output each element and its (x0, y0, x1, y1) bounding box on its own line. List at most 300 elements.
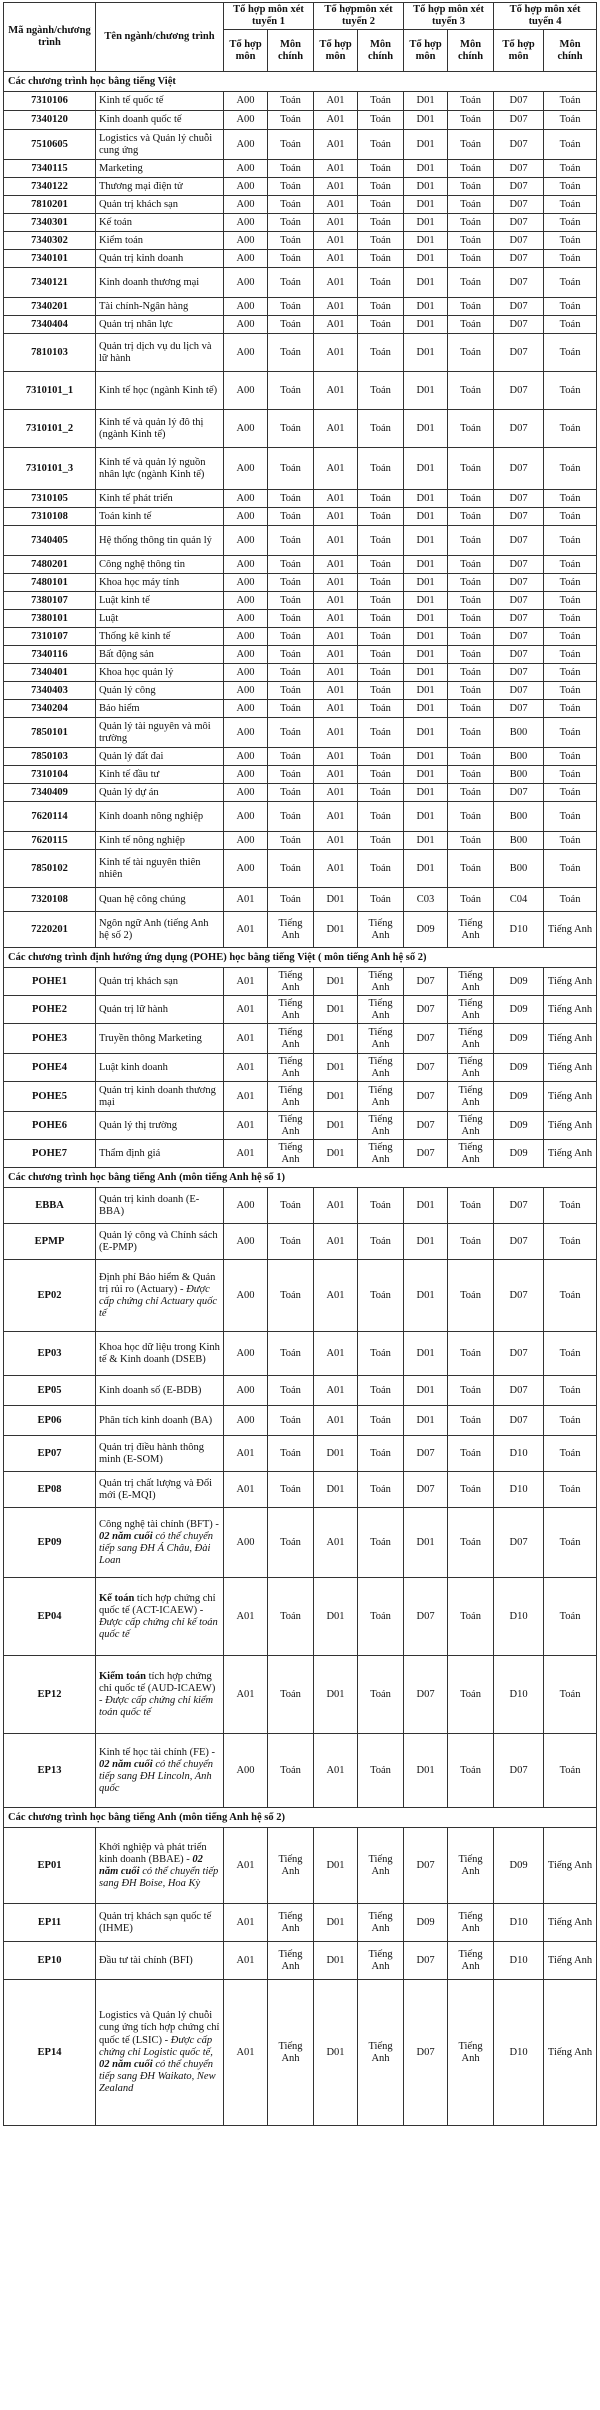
table-row (4, 1054, 597, 1082)
combo-code-4: B00 (494, 748, 544, 766)
program-code: 7340115 (4, 160, 96, 178)
combo-code-2: A01 (314, 250, 358, 268)
program-name (96, 298, 224, 316)
main-subject-2: Toán (358, 1406, 404, 1436)
program-code: 7510605 (4, 130, 96, 160)
program-code: 7310108 (4, 508, 96, 526)
program-code: EP10 (4, 1942, 96, 1980)
combo-code-3: D07 (404, 1436, 448, 1472)
main-subject-1: Toán (268, 888, 314, 912)
main-subject-1: Toán (268, 372, 314, 410)
program-code: 7810103 (4, 334, 96, 372)
combo-code-2: D01 (314, 968, 358, 996)
header-group-3: Tổ hợp môn xét tuyển 3 (404, 3, 494, 30)
main-subject-3: Toán (448, 1188, 494, 1224)
main-subject-4: Toán (544, 1188, 597, 1224)
main-subject-4: Toán (544, 410, 597, 448)
main-subject-3: Toán (448, 298, 494, 316)
combo-code-3: D01 (404, 526, 448, 556)
main-subject-1: Toán (268, 526, 314, 556)
main-subject-2: Toán (358, 802, 404, 832)
main-subject-3: Toán (448, 130, 494, 160)
program-code: EP07 (4, 1436, 96, 1472)
main-subject-3: Toán (448, 1656, 494, 1734)
main-subject-4: Tiếng Anh (544, 1024, 597, 1054)
table-row (4, 1024, 597, 1054)
program-name-part: Thương mại điện tử (99, 180, 183, 192)
combo-code-4: D09 (494, 1112, 544, 1140)
main-subject-4: Toán (544, 316, 597, 334)
combo-code-2: A01 (314, 268, 358, 298)
combo-code-2: A01 (314, 92, 358, 111)
main-subject-3: Toán (448, 160, 494, 178)
combo-code-3: D07 (404, 1828, 448, 1904)
combo-code-4: D07 (494, 508, 544, 526)
main-subject-1: Tiếng Anh (268, 968, 314, 996)
program-name-part: Kinh doanh thương mại (99, 276, 200, 288)
program-name (96, 1734, 224, 1808)
program-name-part: Quản lý thị trường (99, 1119, 178, 1131)
program-name-part: Kế toán (99, 216, 132, 228)
program-name-part: Khoa học dữ liệu trong Kinh tế & Kinh doanh (DSEB) (99, 1341, 220, 1365)
main-subject-1: Toán (268, 766, 314, 784)
combo-code-3: D01 (404, 92, 448, 111)
program-name (96, 556, 224, 574)
program-name (96, 610, 224, 628)
table-row (4, 160, 597, 178)
table-row (4, 298, 597, 316)
main-subject-4: Toán (544, 1436, 597, 1472)
main-subject-4: Toán (544, 610, 597, 628)
table-row (4, 1260, 597, 1332)
program-name-part: Luật kinh tế (99, 594, 150, 606)
table-row (4, 196, 597, 214)
section-title: Các chương trình học bằng tiếng Anh (môn tiếng Anh hệ số 2) (4, 1808, 597, 1828)
main-subject-2: Toán (358, 850, 404, 888)
program-name-part: Được cấp chứng chỉ kế toán quốc tế (99, 1616, 218, 1640)
combo-code-1: A01 (224, 1828, 268, 1904)
program-code: 7310106 (4, 92, 96, 111)
combo-code-1: A00 (224, 196, 268, 214)
main-subject-4: Toán (544, 1656, 597, 1734)
program-name (96, 508, 224, 526)
main-subject-3: Toán (448, 646, 494, 664)
combo-code-4: B00 (494, 832, 544, 850)
main-subject-2: Tiếng Anh (358, 1828, 404, 1904)
table-body (4, 72, 597, 2126)
combo-code-1: A00 (224, 574, 268, 592)
program-name (96, 1578, 224, 1656)
combo-code-3: D01 (404, 298, 448, 316)
program-name (96, 574, 224, 592)
program-name (96, 682, 224, 700)
combo-code-1: A00 (224, 111, 268, 130)
program-name (96, 448, 224, 490)
combo-code-2: A01 (314, 556, 358, 574)
header-main-1: Môn chính (268, 30, 314, 72)
combo-code-3: D01 (404, 410, 448, 448)
main-subject-3: Toán (448, 526, 494, 556)
program-code: EP12 (4, 1656, 96, 1734)
combo-code-1: A00 (224, 1734, 268, 1808)
combo-code-1: A00 (224, 410, 268, 448)
program-name (96, 1332, 224, 1376)
table-row (4, 1472, 597, 1508)
program-name (96, 700, 224, 718)
main-subject-3: Tiếng Anh (448, 1024, 494, 1054)
main-subject-4: Toán (544, 1578, 597, 1656)
combo-code-4: D07 (494, 1260, 544, 1332)
main-subject-3: Toán (448, 802, 494, 832)
combo-code-2: A01 (314, 850, 358, 888)
combo-code-3: D01 (404, 196, 448, 214)
program-name-part: tích hợp chứng chỉ quốc tế (AUD-ICAEW) - (99, 1670, 216, 1706)
program-name (96, 160, 224, 178)
combo-code-3: D07 (404, 1472, 448, 1508)
program-name-part: Quản lý đất đai (99, 750, 164, 762)
combo-code-4: D07 (494, 664, 544, 682)
main-subject-2: Toán (358, 1508, 404, 1578)
header-combo-3: Tổ hợp môn (404, 30, 448, 72)
main-subject-3: Toán (448, 664, 494, 682)
combo-code-3: D01 (404, 1734, 448, 1808)
program-code: 7310105 (4, 490, 96, 508)
combo-code-1: A00 (224, 130, 268, 160)
main-subject-4: Toán (544, 111, 597, 130)
program-name (96, 1980, 224, 2126)
main-subject-2: Toán (358, 214, 404, 232)
program-name-part: Công nghệ thông tin (99, 558, 186, 570)
table-row (4, 1082, 597, 1112)
combo-code-1: A00 (224, 718, 268, 748)
main-subject-2: Toán (358, 646, 404, 664)
main-subject-4: Toán (544, 700, 597, 718)
combo-code-1: A01 (224, 1942, 268, 1980)
combo-code-3: D01 (404, 664, 448, 682)
combo-code-1: A00 (224, 748, 268, 766)
combo-code-2: A01 (314, 748, 358, 766)
program-name (96, 1436, 224, 1472)
combo-code-4: D07 (494, 1508, 544, 1578)
main-subject-2: Toán (358, 372, 404, 410)
main-subject-3: Toán (448, 574, 494, 592)
combo-code-1: A00 (224, 784, 268, 802)
program-code: EBBA (4, 1188, 96, 1224)
combo-code-3: D07 (404, 968, 448, 996)
main-subject-1: Toán (268, 490, 314, 508)
program-code: 7340403 (4, 682, 96, 700)
program-code: 7310104 (4, 766, 96, 784)
main-subject-2: Toán (358, 334, 404, 372)
program-name (96, 1472, 224, 1508)
program-code: 7310101_1 (4, 372, 96, 410)
main-subject-1: Toán (268, 250, 314, 268)
combo-code-1: A00 (224, 1188, 268, 1224)
main-subject-4: Toán (544, 298, 597, 316)
program-name-part: Ngôn ngữ Anh (tiếng Anh hệ số 2) (99, 917, 209, 941)
main-subject-2: Toán (358, 748, 404, 766)
main-subject-2: Toán (358, 268, 404, 298)
program-code: 7340116 (4, 646, 96, 664)
main-subject-3: Toán (448, 250, 494, 268)
combo-code-4: D07 (494, 316, 544, 334)
combo-code-3: D01 (404, 700, 448, 718)
main-subject-1: Toán (268, 268, 314, 298)
main-subject-3: Toán (448, 490, 494, 508)
main-subject-3: Toán (448, 316, 494, 334)
combo-code-3: D01 (404, 784, 448, 802)
combo-code-4: D07 (494, 1406, 544, 1436)
combo-code-1: A01 (224, 1024, 268, 1054)
combo-code-2: D01 (314, 1828, 358, 1904)
main-subject-2: Tiếng Anh (358, 1054, 404, 1082)
combo-code-2: A01 (314, 832, 358, 850)
combo-code-4: D07 (494, 1332, 544, 1376)
combo-code-1: A00 (224, 250, 268, 268)
main-subject-1: Toán (268, 1224, 314, 1260)
program-name-part: Đầu tư tài chính (BFI) (99, 1954, 193, 1966)
table-row (4, 610, 597, 628)
program-name (96, 832, 224, 850)
main-subject-4: Tiếng Anh (544, 1082, 597, 1112)
main-subject-1: Toán (268, 610, 314, 628)
program-name (96, 1140, 224, 1168)
main-subject-4: Toán (544, 592, 597, 610)
main-subject-4: Toán (544, 1376, 597, 1406)
main-subject-2: Toán (358, 610, 404, 628)
combo-code-1: A00 (224, 802, 268, 832)
program-name (96, 214, 224, 232)
table-row (4, 1224, 597, 1260)
main-subject-1: Toán (268, 802, 314, 832)
header-group-2: Tổ hợpmôn xét tuyển 2 (314, 3, 404, 30)
program-code: 7310101_3 (4, 448, 96, 490)
program-name (96, 1904, 224, 1942)
table-row (4, 748, 597, 766)
combo-code-2: A01 (314, 1260, 358, 1332)
main-subject-3: Toán (448, 178, 494, 196)
combo-code-3: D07 (404, 1656, 448, 1734)
main-subject-3: Toán (448, 1734, 494, 1808)
main-subject-4: Toán (544, 178, 597, 196)
main-subject-4: Tiếng Anh (544, 1828, 597, 1904)
program-name (96, 334, 224, 372)
main-subject-4: Tiếng Anh (544, 968, 597, 996)
table-row (4, 912, 597, 948)
table-row (4, 592, 597, 610)
program-name (96, 1224, 224, 1260)
combo-code-4: D07 (494, 196, 544, 214)
main-subject-1: Toán (268, 410, 314, 448)
main-subject-1: Toán (268, 700, 314, 718)
main-subject-4: Toán (544, 832, 597, 850)
combo-code-4: D07 (494, 410, 544, 448)
program-name-part: có thể chuyển tiếp sang ĐH Á Châu, Đài Loan (99, 1530, 214, 1566)
main-subject-3: Toán (448, 832, 494, 850)
table-row (4, 832, 597, 850)
program-name-part: Định phí Bảo hiểm & Quản trị rủi ro (Actuary) - (99, 1271, 216, 1295)
combo-code-2: D01 (314, 1436, 358, 1472)
combo-code-4: D07 (494, 111, 544, 130)
main-subject-1: Toán (268, 1472, 314, 1508)
combo-code-4: D10 (494, 1472, 544, 1508)
combo-code-4: C04 (494, 888, 544, 912)
program-name-part: Quản lý tài nguyên và môi trường (99, 720, 211, 744)
combo-code-4: D10 (494, 912, 544, 948)
main-subject-4: Toán (544, 372, 597, 410)
program-name (96, 526, 224, 556)
main-subject-4: Toán (544, 250, 597, 268)
combo-code-4: D07 (494, 556, 544, 574)
table-row (4, 1828, 597, 1904)
combo-code-2: A01 (314, 130, 358, 160)
main-subject-2: Toán (358, 1224, 404, 1260)
main-subject-3: Toán (448, 766, 494, 784)
main-subject-2: Toán (358, 130, 404, 160)
main-subject-1: Tiếng Anh (268, 1828, 314, 1904)
program-name (96, 1508, 224, 1578)
main-subject-4: Toán (544, 214, 597, 232)
main-subject-1: Toán (268, 232, 314, 250)
program-code: 7340401 (4, 664, 96, 682)
main-subject-2: Tiếng Anh (358, 1140, 404, 1168)
main-subject-2: Toán (358, 1188, 404, 1224)
main-subject-3: Toán (448, 1224, 494, 1260)
combo-code-3: D07 (404, 996, 448, 1024)
program-name-part: Quản lý dự án (99, 786, 159, 798)
combo-code-2: A01 (314, 410, 358, 448)
program-name-part: 02 (99, 2058, 110, 2070)
table-row (4, 1332, 597, 1376)
combo-code-3: D01 (404, 1260, 448, 1332)
main-subject-3: Toán (448, 784, 494, 802)
table-row (4, 646, 597, 664)
main-subject-3: Tiếng Anh (448, 996, 494, 1024)
combo-code-2: A01 (314, 574, 358, 592)
program-code: 7340122 (4, 178, 96, 196)
combo-code-3: D01 (404, 850, 448, 888)
main-subject-3: Tiếng Anh (448, 1140, 494, 1168)
main-subject-1: Toán (268, 508, 314, 526)
combo-code-2: D01 (314, 1656, 358, 1734)
main-subject-2: Toán (358, 178, 404, 196)
program-name (96, 592, 224, 610)
combo-code-2: D01 (314, 1112, 358, 1140)
combo-code-3: D01 (404, 250, 448, 268)
combo-code-1: A00 (224, 1332, 268, 1376)
combo-code-4: D07 (494, 250, 544, 268)
main-subject-3: Toán (448, 718, 494, 748)
main-subject-1: Tiếng Anh (268, 1980, 314, 2126)
main-subject-4: Toán (544, 448, 597, 490)
main-subject-4: Toán (544, 628, 597, 646)
main-subject-3: Toán (448, 111, 494, 130)
program-code: EPMP (4, 1224, 96, 1260)
program-name-part: 02 (192, 1853, 203, 1865)
main-subject-1: Toán (268, 448, 314, 490)
combo-code-3: D01 (404, 372, 448, 410)
section-header-row (4, 1168, 597, 1188)
program-code: 7340409 (4, 784, 96, 802)
main-subject-4: Toán (544, 508, 597, 526)
program-name-part: Hệ thống thông tin quản lý (99, 534, 212, 546)
combo-code-1: A01 (224, 1112, 268, 1140)
combo-code-4: D07 (494, 490, 544, 508)
main-subject-1: Toán (268, 628, 314, 646)
main-subject-2: Toán (358, 232, 404, 250)
program-code: 7810201 (4, 196, 96, 214)
table-row (4, 1436, 597, 1472)
combo-code-3: D01 (404, 232, 448, 250)
program-name-part: Quản trị điều hành thông minh (E-SOM) (99, 1441, 204, 1465)
combo-code-4: D07 (494, 232, 544, 250)
main-subject-2: Toán (358, 1578, 404, 1656)
program-name (96, 1656, 224, 1734)
main-subject-3: Toán (448, 448, 494, 490)
table-row (4, 1188, 597, 1224)
main-subject-1: Toán (268, 850, 314, 888)
main-subject-1: Toán (268, 1260, 314, 1332)
program-code: POHE7 (4, 1140, 96, 1168)
main-subject-1: Toán (268, 214, 314, 232)
combo-code-4: D09 (494, 996, 544, 1024)
main-subject-2: Tiếng Anh (358, 1904, 404, 1942)
main-subject-2: Toán (358, 508, 404, 526)
header-name: Tên ngành/chương trình (96, 3, 224, 72)
program-name-part: Thống kê kinh tế (99, 630, 171, 642)
combo-code-3: D01 (404, 1406, 448, 1436)
main-subject-3: Toán (448, 334, 494, 372)
main-subject-2: Tiếng Anh (358, 912, 404, 948)
main-subject-3: Toán (448, 372, 494, 410)
main-subject-3: Tiếng Anh (448, 1904, 494, 1942)
main-subject-2: Tiếng Anh (358, 1942, 404, 1980)
combo-code-3: D01 (404, 490, 448, 508)
main-subject-1: Tiếng Anh (268, 1904, 314, 1942)
combo-code-2: A01 (314, 766, 358, 784)
table-row (4, 490, 597, 508)
table-row (4, 802, 597, 832)
main-subject-4: Toán (544, 718, 597, 748)
main-subject-4: Toán (544, 574, 597, 592)
main-subject-2: Toán (358, 766, 404, 784)
program-name (96, 268, 224, 298)
program-code: POHE2 (4, 996, 96, 1024)
combo-code-3: D01 (404, 1332, 448, 1376)
program-name (96, 250, 224, 268)
program-name-part: Quản trị khách sạn quốc tế (IHME) (99, 1910, 212, 1934)
combo-code-2: A01 (314, 802, 358, 832)
program-code: EP02 (4, 1260, 96, 1332)
main-subject-3: Toán (448, 610, 494, 628)
program-code: 7340301 (4, 214, 96, 232)
combo-code-2: A01 (314, 448, 358, 490)
section-title: Các chương trình học bằng tiếng Anh (môn tiếng Anh hệ số 1) (4, 1168, 597, 1188)
program-name (96, 748, 224, 766)
program-code: EP05 (4, 1376, 96, 1406)
program-code: 7480201 (4, 556, 96, 574)
main-subject-3: Toán (448, 700, 494, 718)
combo-code-3: D01 (404, 214, 448, 232)
program-code: 7380107 (4, 592, 96, 610)
combo-code-1: A01 (224, 912, 268, 948)
table-row (4, 130, 597, 160)
main-subject-1: Toán (268, 718, 314, 748)
table-row (4, 111, 597, 130)
combo-code-2: D01 (314, 1904, 358, 1942)
main-subject-4: Toán (544, 232, 597, 250)
program-name (96, 1188, 224, 1224)
